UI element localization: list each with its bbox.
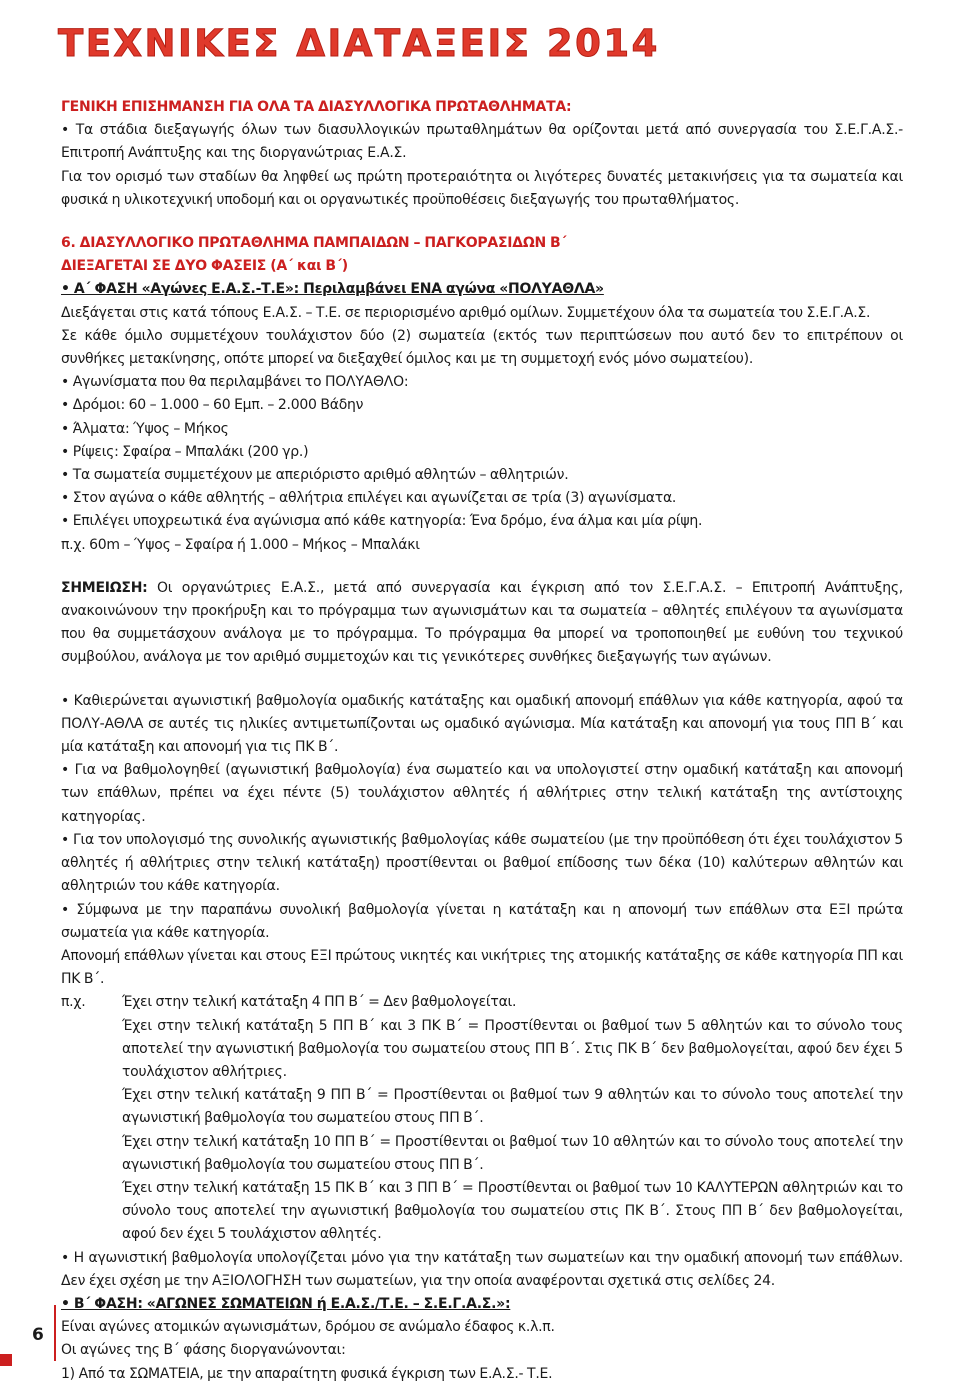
note-text: Οι οργανώτριες Ε.Α.Σ., μετά από συνεργασία και έγκριση από τον Σ.Ε.Γ.Α.Σ. – Επιτροπή Ανάπτυξης, ανακοινώνουν την προκήρυξη και το πρόγραμμα των αγωνισμάτων και τα σωματεία – αθλητές επιλέγουν τα αγωνίσματα που θα συμμετάσχουν ανάλογα με το πρόγραμμα. Το πρόγραμμα θα μπορεί να τροποποιηθεί με ευθύνη του τεχνικού συμβούλου, ανάλογα με τον αριθμό συμμετοχών και τις γενικότερες συνθήκες διεξαγωγής των αγώνων.	[61, 579, 903, 666]
section-6-subheading: ΔΙΕΞΑΓΕΤΑΙ ΣΕ ΔΥΟ ΦΑΣΕΙΣ (Α΄ και Β΄)	[61, 258, 348, 275]
page-corner-mark	[0, 1354, 12, 1366]
ranking-bullet: • Η αγωνιστική βαθμολογία υπολογίζεται μόνο για την κατάταξη των σωματείων και την ομαδική απονομή των επάθλων. Δεν έχει σχέση με την ΑΞΙΟΛΟΓΗΣΗ των σωματείων, για την οποία αναφέρονται σχετικά στις σελίδες 24.	[61, 1249, 903, 1289]
phase-a-line: • Επιλέγει υποχρεωτικά ένα αγώνισμα από κάθε κατηγορία: Ένα δρόμο, ένα άλμα και μία ρίψη.	[61, 513, 703, 530]
phase-a-line: Σε κάθε όμιλο συμμετέχουν τουλάχιστον δύο (2) σωματεία (εκτός των περιπτώσεων που αυτό δεν το επιτρέπουν οι συνθήκες μετακίνησης, οπότε μπορεί να διεξαχθεί όμιλος και με τη συμμετοχή ενός μόνο σωματείου).	[61, 327, 903, 368]
phase-b-line: Είναι αγώνες ατομικών αγωνισμάτων, δρόμου σε ανώμαλο έδαφος κ.λ.π.	[61, 1319, 555, 1336]
ranking-bullet: • Σύμφωνα με την παραπάνω συνολική βαθμολογία γίνεται η κατάταξη και η απονομή των επάθλων στα ΕΞΙ πρώτα σωματεία για κάθε κατηγορία.	[61, 901, 903, 941]
phase-b-heading: • Β΄ ΦΑΣΗ: «ΑΓΩΝΕΣ ΣΩΜΑΤΕΙΩΝ ή Ε.Α.Σ./Τ.Ε. – Σ.Ε.Γ.Α.Σ.»:	[61, 1295, 511, 1312]
document-body	[61, 96, 903, 1386]
section-6-heading: 6. ΔΙΑΣΥΛΛΟΓΙΚΟ ΠΡΩΤΑΘΛΗΜΑ ΠΑΜΠΑΙΔΩΝ – ΠΑΓΚΟΡΑΣΙΔΩΝ Β΄	[61, 235, 567, 252]
example-line	[61, 991, 903, 1014]
ranking-bullet: • Για τον υπολογισμό της συνολικής αγωνιστικής βαθμολογίας κάθε σωματείου (με την προϋπόθεση ότι έχει τουλάχιστον 5 αθλητές ή αθλήτριες στην τελική κατάταξη) προστίθενται οι βαθμοί επίδοσης των δέκα (10) καλύτερων αθλητών και αθλητριών του κάθε κατηγορία.	[61, 831, 903, 895]
phase-a-line: • Δρόμοι: 60 – 1.000 – 60 Εμπ. – 2.000 Βάδην	[61, 397, 364, 414]
page-number: 6	[32, 1325, 44, 1345]
note-paragraph	[61, 577, 903, 670]
example-line: Έχει στην τελική κατάταξη 9 ΠΠ Β΄ = Προστίθενται οι βαθμοί των 9 αθλητών και το σύνολο τους αποτελεί την αγωνιστική βαθμολογία του σωματείου στους ΠΠ Β΄.	[122, 1087, 903, 1127]
example-line: Έχει στην τελική κατάταξη 15 ΠΚ Β΄ και 3 ΠΠ Β΄ = Προστίθενται οι βαθμοί των 10 ΚΑΛΥΤΕΡΩΝ αθλητριών και το σύνολο τους αποτελεί την αγωνιστική βαθμολογία του σωματείου στις ΠΚ Β΄. Στους ΠΠ Β΄ δεν βαθμολογείται, αφού δεν έχει 5 τουλάχιστον αθλητές.	[122, 1179, 903, 1243]
phase-b-line: 1) Από τα ΣΩΜΑΤΕΙΑ, με την απαραίτητη φυσικά έγκριση των Ε.Α.Σ.- Τ.Ε.	[61, 1365, 553, 1382]
phase-a-line: • Αγωνίσματα που θα περιλαμβάνει το ΠΟΛΥΑΘΛΟ:	[61, 374, 409, 391]
phase-a-line: Διεξάγεται στις κατά τόπους Ε.Α.Σ. – Τ.Ε. σε περιορισμένο αριθμό ομίλων. Συμμετέχουν όλα τα σωματεία του Σ.Ε.Γ.Α.Σ.	[61, 304, 871, 321]
note-label: ΣΗΜΕΙΩΣΗ:	[61, 579, 148, 596]
example-line: Έχει στην τελική κατάταξη 5 ΠΠ Β΄ και 3 ΠΚ Β΄ = Προστίθενται οι βαθμοί των 5 αθλητών και το σύνολο τους αποτελεί την αγωνιστική βαθμολογία του σωματείου στους ΠΠ Β΄. Στις ΠΚ Β΄ δεν βαθμολογείται, αφού δεν έχει 5 τουλάχιστον αθλήτριες.	[122, 1017, 903, 1080]
phase-a-line: • Άλματα: Ύψος – Μήκος	[61, 420, 229, 437]
ranking-bullet: • Για να βαθμολογηθεί (αγωνιστική βαθμολογία) ένα σωματείο και να υπολογιστεί στην ομαδική κατάταξη και απονομή των επάθλων, πρέπει να έχει πέντε (5) τουλάχιστον αθλητές ή αθλήτριες στην τελική κατάταξη της αντίστοιχης κατηγορίας.	[61, 762, 903, 825]
general-paragraph-1: • Τα στάδια διεξαγωγής όλων των διασυλλογικών πρωταθλημάτων θα ορίζονται μετά από συνεργασία του Σ.Ε.Γ.Α.Σ.- Επιτροπή Ανάπτυξης και της διοργανώτριας Ε.Α.Σ.	[61, 122, 903, 162]
general-heading: ΓΕΝΙΚΗ ΕΠΙΣΗΜΑΝΣΗ ΓΙΑ ΟΛΑ ΤΑ ΔΙΑΣΥΛΛΟΓΙΚΑ ΠΡΩΤΑΘΛΗΜΑΤΑ:	[61, 99, 572, 115]
phase-a-line: • Ρίψεις: Σφαίρα – Μπαλάκι (200 γρ.)	[61, 443, 309, 460]
phase-a-line: • Στον αγώνα ο κάθε αθλητής – αθλήτρια επιλέγει και αγωνίζεται σε τρία (3) αγωνίσματα.	[61, 490, 677, 507]
page-title: ΤΕΧΝΙΚΕΣ ΔΙΑΤΑΞΕΙΣ 2014	[58, 22, 660, 65]
phase-a-line: • Τα σωματεία συμμετέχουν με απεριόριστο αριθμό αθλητών – αθλητριών.	[61, 467, 569, 484]
phase-a-line: π.χ. 60m – Ύψος – Σφαίρα ή 1.000 – Μήκος – Μπαλάκι	[61, 536, 420, 553]
example-text: Έχει στην τελική κατάταξη 4 ΠΠ Β΄ = Δεν βαθμολογείται.	[122, 994, 517, 1011]
example-line: Έχει στην τελική κατάταξη 10 ΠΠ Β΄ = Προστίθενται οι βαθμοί των 10 αθλητών και το σύνολο τους αποτελεί την αγωνιστική βαθμολογία του σωματείου στους ΠΠ Β΄.	[122, 1133, 903, 1173]
general-paragraph-2: Για τον ορισμό των σταδίων θα ληφθεί ως πρώτη προτεραιότητα οι λιγότερες δυνατές μετακινήσεις για τα σωματεία και φυσικά η υλικοτεχνική υποδομή και οι οργανωτικές προϋποθέσεις διεξαγωγής του πρωταθλήματος.	[61, 168, 903, 208]
phase-a-heading: • Α΄ ΦΑΣΗ «Αγώνες Ε.Α.Σ.-Τ.Ε»: Περιλαμβάνει ΕΝΑ αγώνα «ΠΟΛΥΑΘΛΑ»	[61, 281, 604, 298]
page-number-marker	[22, 1305, 56, 1361]
ranking-paragraph: Απονομή επάθλων γίνεται και στους ΕΞΙ πρώτους νικητές και νικήτριες της ατομικής κατάταξης σε κάθε κατηγορία ΠΠ και ΠΚ Β΄.	[61, 947, 903, 988]
example-prefix: π.χ.	[61, 994, 86, 1011]
ranking-bullet: • Καθιερώνεται αγωνιστική βαθμολογία ομαδικής κατάταξης και ομαδική απονομή επάθλων για κάθε κατηγορία, αφού τα ΠΟΛΥ-ΑΘΛΑ σε αυτές τις ηλικίες αντιμετωπίζονται ως ομαδικό αγώνισμα. Μία κατάταξη και απονομή για τους ΠΠ Β΄ και μία κατάταξη και απονομή για τις ΠΚ Β΄.	[61, 692, 903, 756]
phase-b-line: Οι αγώνες της Β΄ φάσης διοργανώνονται:	[61, 1342, 346, 1359]
